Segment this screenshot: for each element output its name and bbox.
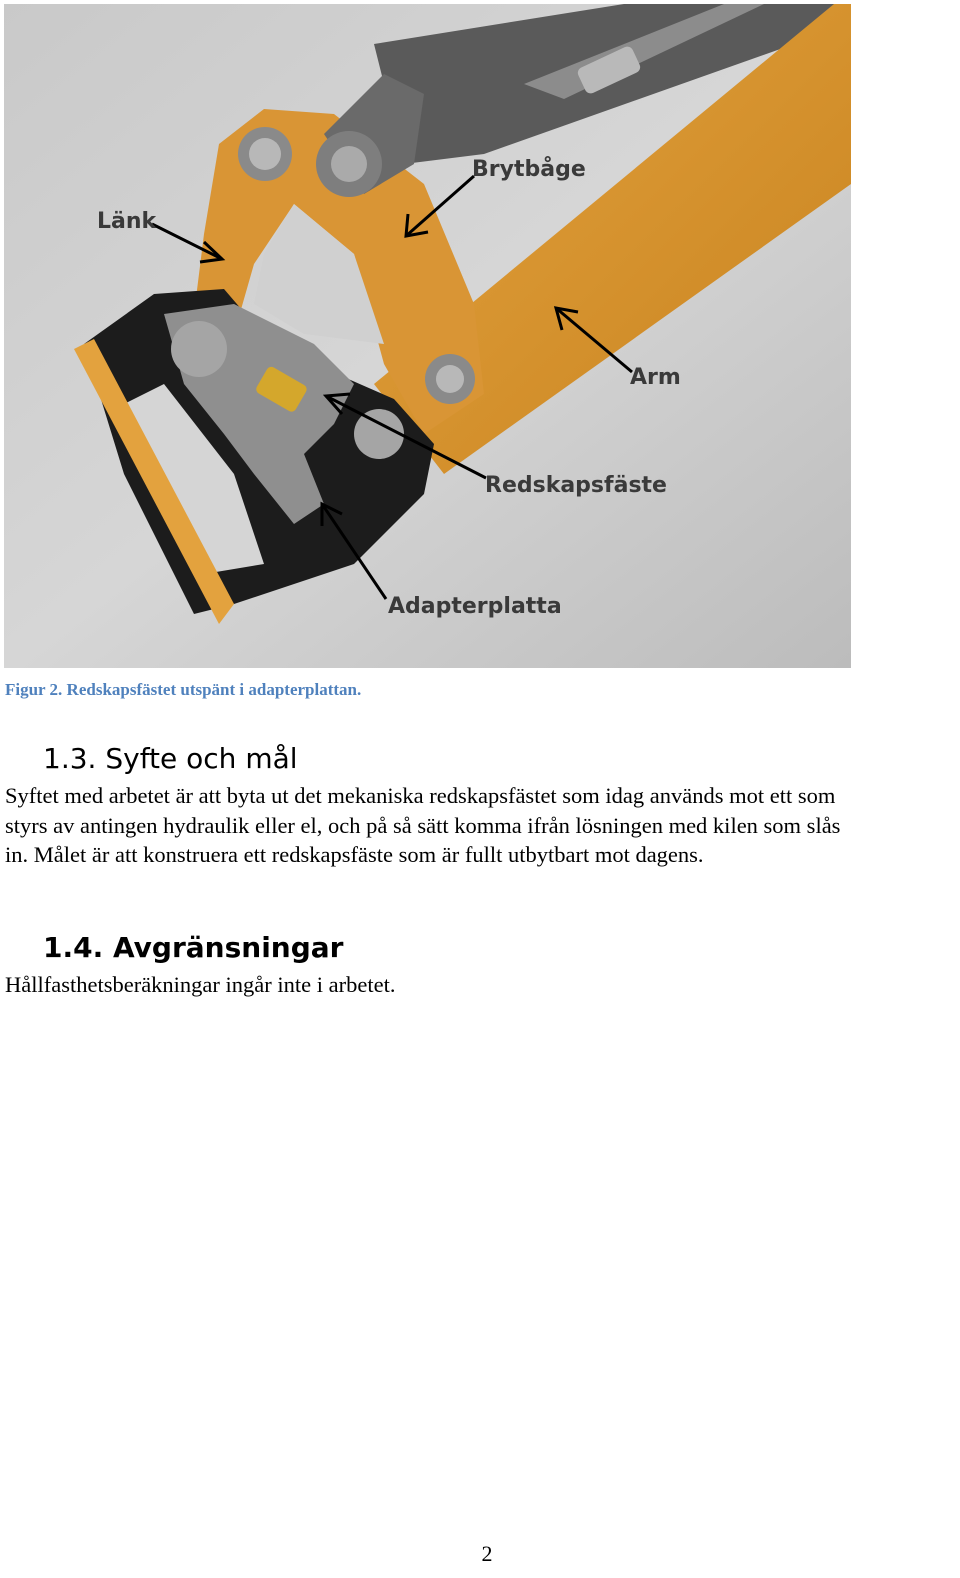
page-number: 2	[481, 1541, 493, 1566]
section-title: Avgränsningar	[113, 931, 344, 964]
paragraph-line: styrs av antingen hydraulik eller el, och på så sätt komma ifrån lösningen med kilen som slås	[5, 812, 841, 838]
section-number: 1.4.	[43, 931, 104, 964]
section-1-4-paragraph: Hållfasthetsberäkningar ingår inte i arbetet.	[5, 972, 396, 997]
label-redskapsfaste: Redskapsfäste	[485, 473, 667, 498]
label-arm: Arm	[630, 365, 681, 390]
figure-image	[4, 4, 851, 668]
paragraph-line: Syftet med arbetet är att byta ut det mekaniska redskapsfästet som idag används mot ett som	[5, 783, 836, 808]
paragraph-line: in. Målet är att konstruera ett redskapsfäste som är fullt utbytbart mot dagens.	[5, 842, 704, 867]
label-lank: Länk	[97, 209, 157, 234]
excavator-coupler-render	[4, 4, 851, 668]
section-heading-1-3	[43, 742, 298, 776]
section-heading-1-4	[43, 931, 343, 965]
section-1-3-paragraph	[5, 781, 957, 870]
label-adapterplatta: Adapterplatta	[388, 594, 562, 619]
label-brytbage: Brytbåge	[472, 157, 586, 182]
section-number: 1.3.	[43, 742, 97, 775]
section-title: Syfte och mål	[105, 742, 298, 775]
figure-caption: Figur 2. Redskapsfästet utspänt i adapterplattan.	[5, 680, 362, 699]
